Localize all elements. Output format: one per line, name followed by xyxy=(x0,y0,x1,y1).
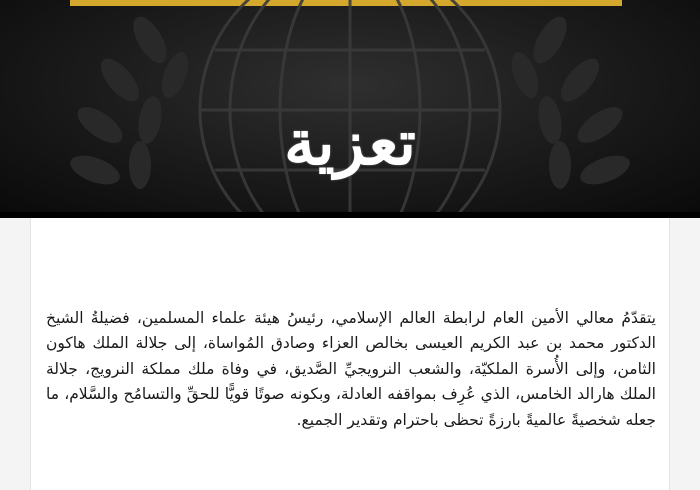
header-banner xyxy=(0,0,700,212)
right-margin xyxy=(669,218,700,490)
page-title: تعزية xyxy=(284,106,416,179)
left-margin xyxy=(0,218,31,490)
condolence-paragraph: يتقدّمُ معالي الأمين العام لرابطة العالم الإسلامي، رئيسُ هيئة علماء المسلمين، فضيلةُ الشيخ الدكتور محمد بن عبد الكريم العيسى بخالص العزاء وصادق المُواساة، إلى جلالة الملك هاكون الثامن، وإلى الأُسرة الملكيّة، والشعب النرويجيِّ الصَّديق، في وفاة ملك مملكة النرويج، جلالة الملك هارالد الخامس، الذي عُرِف بمواقفه العادلة، وبكونه صوتًا قويًّا للحقِّ والتسامُح والسَّلام، ما جعله شخصيةً عالميةً بارزةً تحظى باحترام وتقدير الجميع. xyxy=(46,308,656,429)
black-band xyxy=(0,212,700,218)
